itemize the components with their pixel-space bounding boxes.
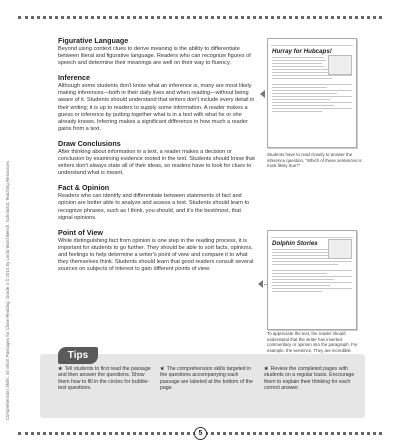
tips-badge: Tips — [58, 347, 98, 364]
copyright-text: Comprehension Skills: 40 Short Passages for Close Reading: Grade 4 © 2014 by Linda Ward Beech, Scholastic Teaching Resources — [5, 161, 10, 420]
section-body: Readers who can identify and differentiate between statements of fact and opinion are better able to analyze and assess a text. Students should learn to recognize phrases, such as I think, you should, and it's the best/most, that signal opinions. — [58, 193, 250, 221]
section-heading: Figurative Language — [58, 36, 129, 45]
section-heading: Fact & Opinion — [58, 183, 110, 193]
worksheet-thumbnail-dolphins — [267, 230, 357, 330]
thumbnail-header — [271, 233, 353, 238]
thumbnail-caption: Students have to read closely to answer the inference question, "Which of these sentences is most likely true?" — [267, 152, 362, 168]
worksheet-thumbnail-hubcaps — [267, 38, 357, 148]
section-inference — [58, 73, 256, 133]
section-body: Beyond using context clues to derive meaning is the ability to differentiate between literal and figurative language. Readers who can recognize figures of speech and determine their meanings are well on their way to fluency. — [58, 46, 251, 67]
section-body: While distinguishing fact from opinion is one step in the reading process, it is important for students to go further. They should be able to sort facts, opinions, and feelings to help determine a writer's point of view and compare it to what they themselves think. Students should learn that good readers consult several sources on subjects of interest to gain different points of view. — [58, 237, 254, 273]
section-heading: Inference — [58, 73, 90, 83]
top-border — [18, 16, 382, 23]
pointer-arrow — [258, 280, 263, 288]
tip-item — [264, 366, 358, 392]
section-figurative-language — [58, 36, 256, 67]
section-fact-opinion — [58, 183, 256, 221]
section-body: After thinking about information in a text, a reader makes a decision or conclusion by examining evidence rooted in the text. Students should know that writers don't always state all of their ideas, so readers have to look for clues to understand what is meant. — [58, 148, 255, 177]
section-point-of-view — [58, 228, 256, 273]
star-icon: ★ — [264, 366, 269, 372]
section-heading: Draw Conclusions — [58, 138, 121, 148]
pointer-arrow — [260, 90, 265, 98]
tip-text: Review the completed pages with students on a regular basis. Encourage them to explain their thinking for each correct answer. — [264, 366, 355, 392]
main-text-column — [58, 36, 256, 279]
section-heading: Point of View — [58, 227, 103, 237]
star-icon: ★ — [160, 366, 165, 372]
thumbnail-illustration — [328, 55, 352, 75]
tip-text: The comprehension skills targeted in the questions accompanying each passage are labeled at the bottom of the page. — [160, 366, 253, 392]
tip-text: Tell students to first read the passage and then answer the questions. Show them how to fill in the circles for bubble-test questions. — [58, 366, 151, 392]
tip-item — [160, 366, 254, 392]
thumbnail-title: Hurray for Hubcaps! — [272, 48, 332, 55]
page-number: 5 — [194, 427, 207, 440]
section-draw-conclusions — [58, 139, 256, 177]
tip-item — [58, 366, 152, 392]
thumbnail-header — [271, 41, 353, 46]
thumbnail-caption: To appreciate the text, the reader should understand that the writer has inserted commentary or opinion into the paragraph. For example, the sentence, They are incredible — [267, 331, 358, 353]
section-body: Although some students don't know what an inference is, many are most likely making inferences—both in their daily lives and when reading—without being aware of it. Students should understand that writers don't include every detail in their writing; it is up to readers to supply some information. A reader makes a guess or inference by putting together what is in a text with what he or she already knows. Inferring makes a significant difference in how much a reader gains from a text. — [58, 83, 255, 132]
thumbnail-title: Dolphin Stories — [272, 240, 318, 247]
thumbnail-illustration — [328, 239, 352, 259]
star-icon: ★ — [58, 366, 63, 372]
